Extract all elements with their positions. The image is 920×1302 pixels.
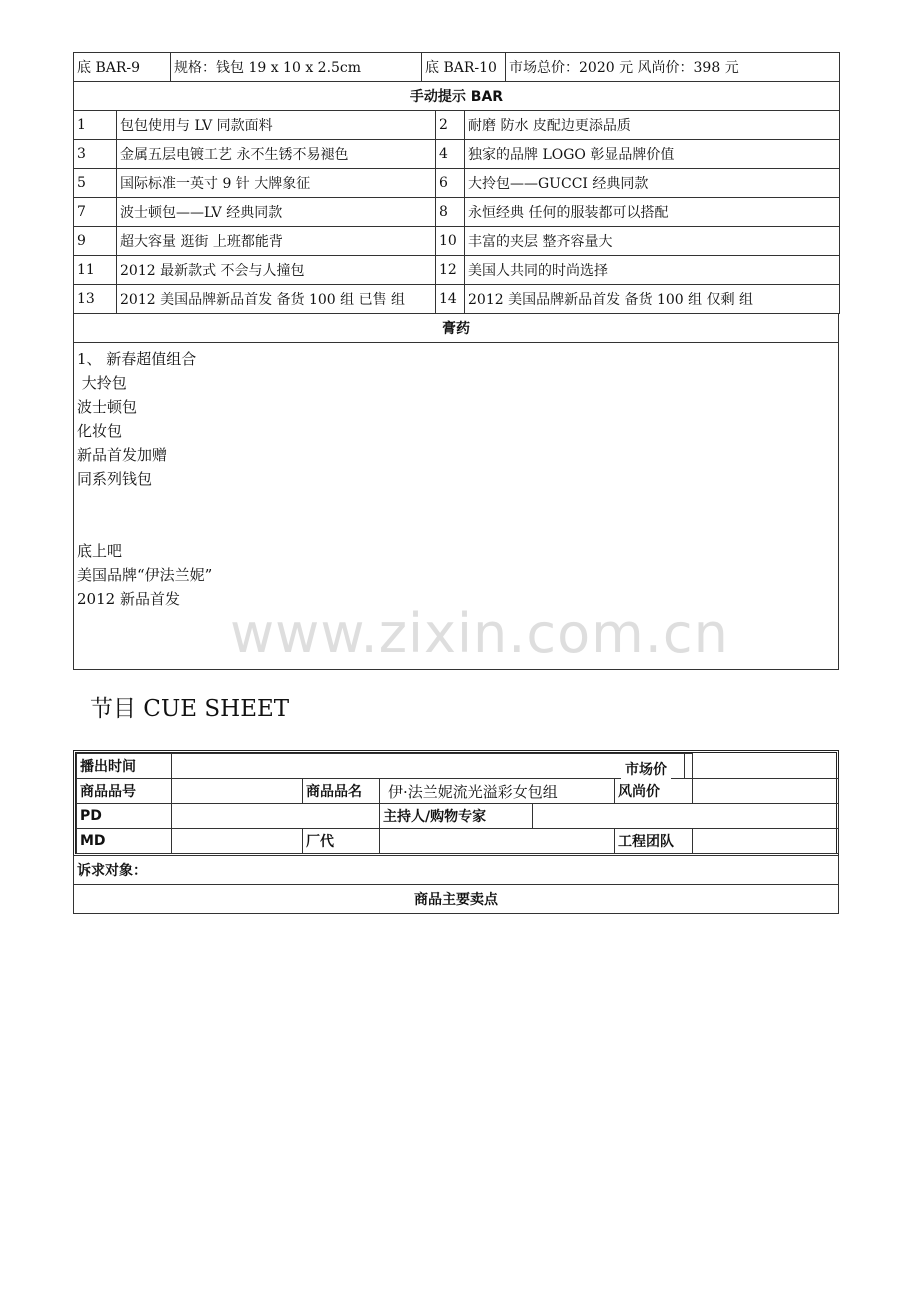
bar-points-table xyxy=(73,110,840,314)
market-price-value[interactable] xyxy=(685,754,693,779)
price-summary: 市场总价：2020 元 风尚价：398 元 xyxy=(506,53,840,82)
bar-9-10-row xyxy=(74,53,840,82)
watermark: www.zixin.com.cn xyxy=(230,602,729,665)
bar-text: 包包使用与 LV 同款面料 xyxy=(117,111,436,140)
bar-point-row xyxy=(74,256,840,285)
ointment-line: 新品首发加赠 xyxy=(77,446,168,464)
cue-sheet-heading: 节目 CUE SHEET xyxy=(90,696,290,722)
product-no-value[interactable] xyxy=(172,779,303,804)
bar-number: 5 xyxy=(74,169,117,198)
bar-text: 丰富的夹层 整齐容量大 xyxy=(465,227,840,256)
bar-number: 13 xyxy=(74,285,117,314)
ointment-title: 膏药 xyxy=(74,314,839,343)
bar-number: 1 xyxy=(74,111,117,140)
appeal-label: 诉求对象： xyxy=(74,856,839,885)
product-name-value: 伊·法兰妮流光溢彩女包组 xyxy=(380,779,615,804)
market-price-label: 市场价 xyxy=(621,759,671,779)
wallet-spec: 规格：钱包 19 x 10 x 2.5cm xyxy=(171,53,422,82)
air-time-value[interactable] xyxy=(172,754,685,779)
ointment-line xyxy=(77,515,835,539)
engineering-label: 工程团队 xyxy=(615,829,693,854)
ointment-line: 化妆包 xyxy=(77,422,123,440)
host-label: 主持人/购物专家 xyxy=(380,804,533,829)
product-no-label: 商品品号 xyxy=(77,779,172,804)
bar-text: 美国人共同的时尚选择 xyxy=(465,256,840,285)
bar-number: 8 xyxy=(436,198,465,227)
md-row xyxy=(77,829,839,854)
bar-point-row xyxy=(74,111,840,140)
cue-sheet-frame xyxy=(73,750,839,856)
bar-text: 永恒经典 任何的服装都可以搭配 xyxy=(465,198,840,227)
md-value[interactable] xyxy=(172,829,303,854)
bar-text: 金属五层电镀工艺 永不生锈不易褪色 xyxy=(117,140,436,169)
pd-value[interactable] xyxy=(172,804,380,829)
bar-number: 6 xyxy=(436,169,465,198)
bar-number: 3 xyxy=(74,140,117,169)
style-price-label: 风尚价 xyxy=(615,779,693,804)
bar-point-row xyxy=(74,198,840,227)
ointment-line xyxy=(77,491,835,515)
bar-point-row xyxy=(74,169,840,198)
ointment-line: 大拎包 xyxy=(77,374,127,392)
appeal-row xyxy=(74,856,839,885)
bar-text: 2012 美国品牌新品首发 备货 100 组 仅剩 组 xyxy=(465,285,840,314)
bar-point-row xyxy=(74,285,840,314)
bar-10-label: 底 BAR-10 xyxy=(422,53,506,82)
vendor-label: 厂代 xyxy=(303,829,380,854)
ointment-header-row xyxy=(74,314,839,343)
bar-number: 10 xyxy=(436,227,465,256)
product-name-label: 商品品名 xyxy=(303,779,380,804)
bar-point-row xyxy=(74,227,840,256)
bar-number: 12 xyxy=(436,256,465,285)
cue-details-table xyxy=(73,855,839,914)
md-label: MD xyxy=(77,829,172,854)
ointment-line: 1、 新春超值组合 xyxy=(77,350,197,368)
ointment-line: 波士顿包 xyxy=(77,398,138,416)
bar-number: 4 xyxy=(436,140,465,169)
manual-bar-title: 手动提示 BAR xyxy=(74,82,840,111)
bar-text: 大拎包——GUCCI 经典同款 xyxy=(465,169,840,198)
bar-text: 超大容量 逛街 上班都能背 xyxy=(117,227,436,256)
bar-number: 2 xyxy=(436,111,465,140)
bar-9-label: 底 BAR-9 xyxy=(74,53,171,82)
pd-label: PD xyxy=(77,804,172,829)
bar-number: 14 xyxy=(436,285,465,314)
bar-number: 9 xyxy=(74,227,117,256)
bar-text: 2012 最新款式 不会与人撞包 xyxy=(117,256,436,285)
ointment-line: 同系列钱包 xyxy=(77,470,153,488)
bar-text: 国际标准一英寸 9 针 大牌象征 xyxy=(117,169,436,198)
host-value[interactable] xyxy=(533,804,839,829)
bar-number: 7 xyxy=(74,198,117,227)
product-bar-table xyxy=(73,52,840,111)
bar-text: 耐磨 防水 皮配边更添品质 xyxy=(465,111,840,140)
air-time-label: 播出时间 xyxy=(77,754,172,779)
selling-points-title: 商品主要卖点 xyxy=(74,885,839,914)
engineering-value[interactable] xyxy=(693,829,839,854)
pd-row xyxy=(77,804,839,829)
product-row xyxy=(77,779,839,804)
bar-text: 独家的品牌 LOGO 彰显品牌价值 xyxy=(465,140,840,169)
ointment-line: 美国品牌“伊法兰妮” xyxy=(77,566,213,584)
air-time-row xyxy=(77,754,839,779)
manual-bar-header-row xyxy=(74,82,840,111)
style-price-value[interactable] xyxy=(693,779,839,804)
bar-point-row xyxy=(74,140,840,169)
selling-points-row xyxy=(74,885,839,914)
bar-text: 波士顿包——LV 经典同款 xyxy=(117,198,436,227)
cue-sheet-table xyxy=(76,753,839,854)
ointment-line: 2012 新品首发 xyxy=(77,590,180,608)
bar-text: 2012 美国品牌新品首发 备货 100 组 已售 组 xyxy=(117,285,436,314)
bar-number: 11 xyxy=(74,256,117,285)
vendor-value[interactable] xyxy=(380,829,615,854)
ointment-line: 底上吧 xyxy=(77,542,123,560)
